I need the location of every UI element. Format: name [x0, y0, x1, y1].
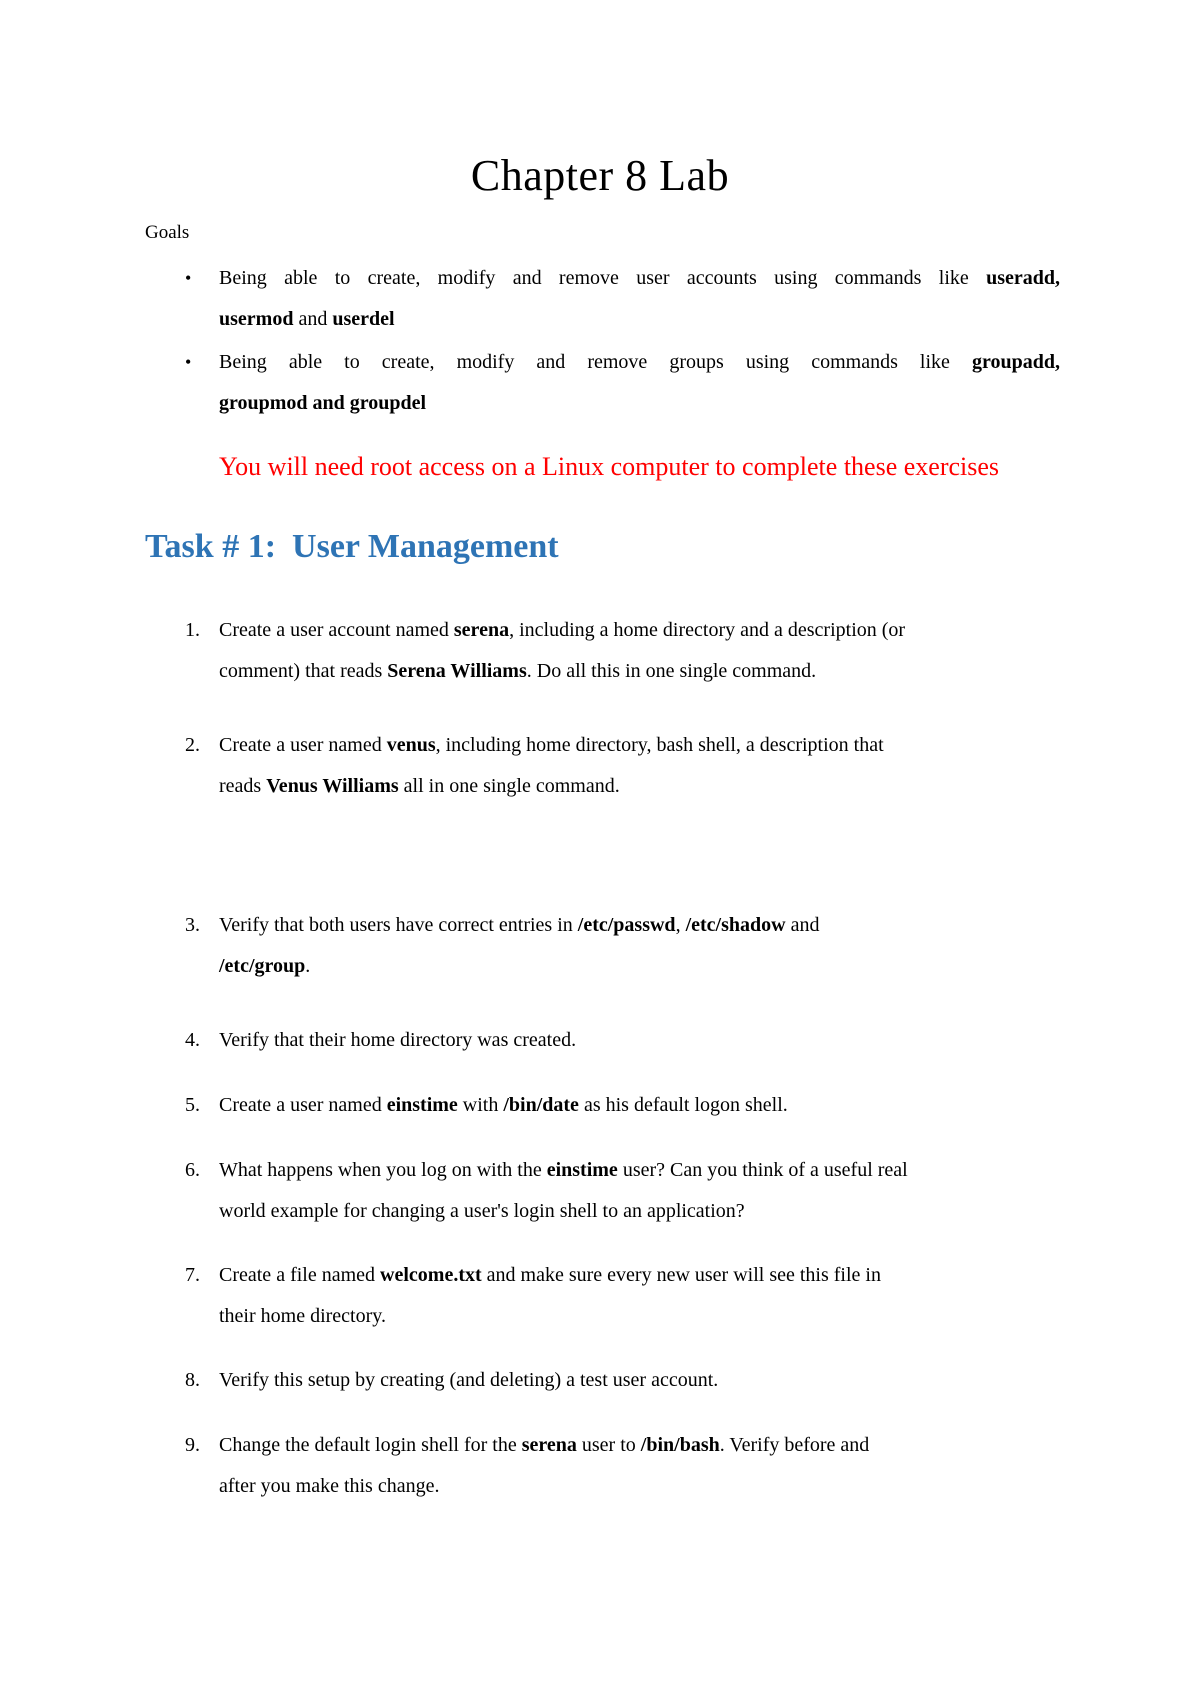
text-run: world example for changing a user's login shell to an application? — [219, 1200, 745, 1222]
goals-list — [185, 258, 1060, 426]
task-step — [185, 1360, 1099, 1401]
bold-term: welcome.txt — [380, 1264, 482, 1286]
text-run: Create a user account named — [219, 619, 454, 641]
text-run: , including home directory, bash shell, a description that — [435, 734, 884, 756]
task-step — [185, 610, 1099, 692]
bold-term: groupmod and groupdel — [219, 392, 427, 414]
step-number: 3. — [185, 914, 200, 936]
bold-term: /etc/passwd — [577, 914, 676, 936]
text-run: comment) that reads — [219, 660, 388, 682]
text-run: user to — [576, 1434, 641, 1456]
step-line — [219, 1360, 1099, 1401]
bold-term: /etc/group — [219, 955, 306, 977]
text-run: . — [305, 955, 311, 977]
step-number: 1. — [185, 619, 200, 641]
bold-term: Serena Williams — [387, 660, 527, 682]
text-run: reads — [219, 775, 267, 797]
step-number: 7. — [185, 1264, 200, 1286]
text-run: and — [293, 308, 333, 330]
step-number: 5. — [185, 1094, 200, 1116]
text-run: . Do all this in one single command. — [526, 660, 817, 682]
bold-term: /bin/bash — [640, 1434, 720, 1456]
step-line — [219, 651, 1099, 692]
step-line — [219, 1085, 1099, 1126]
step-number: 2. — [185, 734, 200, 756]
step-line — [219, 1255, 1099, 1296]
bold-term: serena — [453, 619, 510, 641]
text-run: Create a user named — [219, 1094, 387, 1116]
goals-label: Goals — [145, 222, 190, 243]
text-run: as his default logon shell. — [578, 1094, 788, 1116]
text-run: Create a user named — [219, 734, 387, 756]
text-run: Change the default login shell for the — [219, 1434, 522, 1456]
bold-term: einstime — [546, 1159, 618, 1181]
bold-term: einstime — [386, 1094, 458, 1116]
task-step — [185, 1020, 1099, 1061]
task-heading-prefix: Task # 1: — [145, 528, 277, 565]
text-run: Create a file named — [219, 1264, 381, 1286]
step-line — [219, 1150, 1099, 1191]
step-line — [219, 1020, 1099, 1061]
goal-line — [219, 258, 1060, 299]
bold-term: venus — [386, 734, 436, 756]
task-heading-title: User Management — [292, 528, 559, 565]
task-step — [185, 1255, 1099, 1337]
text-run: Being able to create, modify and remove user accounts using commands like — [219, 267, 987, 289]
goal-line — [219, 299, 1060, 340]
step-line — [219, 1425, 1099, 1466]
goal-line — [219, 342, 1060, 383]
text-run: their home directory. — [219, 1305, 386, 1327]
step-line — [219, 1296, 1099, 1337]
goal-item — [185, 258, 1060, 340]
text-run: What happens when you log on with the — [219, 1159, 547, 1181]
page-title: Chapter 8 Lab — [470, 151, 730, 200]
task-step — [185, 905, 1099, 987]
text-run: Verify that both users have correct entries in — [219, 914, 578, 936]
task-step — [185, 1085, 1099, 1126]
text-run: Verify that their home directory was created. — [219, 1029, 577, 1051]
text-run: all in one single command. — [398, 775, 620, 797]
step-line — [219, 946, 1099, 987]
text-run: user? Can you think of a useful real — [617, 1159, 908, 1181]
task-step — [185, 725, 1099, 807]
task-heading — [145, 528, 559, 566]
bold-term: usermod — [219, 308, 294, 330]
text-run: Being able to create, modify and remove groups using commands like — [219, 351, 972, 373]
step-line — [219, 1466, 1099, 1507]
text-run: , including a home directory and a description (or — [509, 619, 906, 641]
goal-item — [185, 342, 1060, 424]
step-number: 9. — [185, 1434, 200, 1456]
step-line — [219, 766, 1099, 807]
bold-term: /bin/date — [503, 1094, 579, 1116]
bold-term: /etc/shadow — [685, 914, 786, 936]
bullet-icon: • — [185, 352, 192, 372]
step-line — [219, 610, 1099, 651]
step-line — [219, 905, 1099, 946]
text-run: Verify this setup by creating (and deleting) a test user account. — [219, 1369, 719, 1391]
bold-term: Venus Williams — [266, 775, 399, 797]
text-run: . Verify before and — [719, 1434, 870, 1456]
step-line — [219, 1191, 1099, 1232]
bold-term: serena — [521, 1434, 577, 1456]
bullet-icon: • — [185, 268, 192, 288]
text-run: and make sure every new user will see this file in — [481, 1264, 881, 1286]
task-step — [185, 1425, 1099, 1507]
step-number: 8. — [185, 1369, 200, 1391]
step-number: 4. — [185, 1029, 200, 1051]
text-run: and — [785, 914, 820, 936]
text-run: , — [675, 914, 686, 936]
bold-term: useradd, — [986, 267, 1060, 289]
root-access-warning: You will need root access on a Linux computer to complete these exercises — [219, 452, 1000, 481]
goal-line — [219, 383, 1060, 424]
bold-term: userdel — [332, 308, 395, 330]
text-run: after you make this change. — [219, 1475, 440, 1497]
task-step — [185, 1150, 1099, 1232]
step-number: 6. — [185, 1159, 200, 1181]
text-run: with — [457, 1094, 504, 1116]
step-line — [219, 725, 1099, 766]
bold-term: groupadd, — [971, 351, 1060, 373]
